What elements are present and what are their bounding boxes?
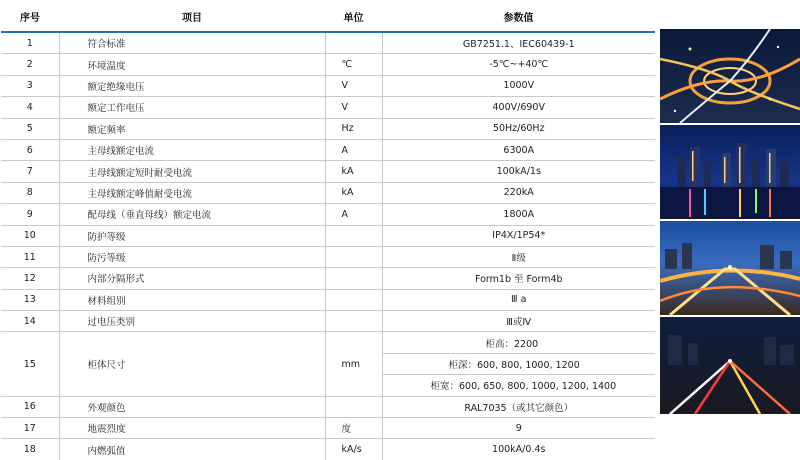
table-row <box>1 225 655 246</box>
cell-unit: kA/s <box>325 439 382 460</box>
cell-unit: A <box>325 204 382 225</box>
cell-value: 100kA/1s <box>382 161 655 182</box>
cell-item: 材料组别 <box>59 289 325 310</box>
cell-no: 13 <box>1 289 59 310</box>
cell-value: 1000V <box>382 75 655 96</box>
cell-value-width: 柜宽：600, 650, 800, 1000, 1200, 1400 <box>382 375 655 396</box>
table-row <box>1 439 655 460</box>
city-skyline-night-photo <box>660 125 800 219</box>
spec-table <box>1 1 655 460</box>
cell-value: Form1b 至 Form4b <box>382 268 655 289</box>
cell-unit: kA <box>325 161 382 182</box>
cell-no: 6 <box>1 139 59 160</box>
cell-no: 17 <box>1 418 59 439</box>
table-row <box>1 289 655 310</box>
cell-item: 地震烈度 <box>59 418 325 439</box>
cell-value: 100kA/0.4s <box>492 444 546 456</box>
table-row <box>1 161 655 182</box>
cell-no: 18 <box>1 439 59 460</box>
cell-item: 主母线额定短时耐受电流 <box>59 161 325 182</box>
cell-item: 过电压类别 <box>59 311 325 332</box>
cell-value: 9 <box>382 418 655 439</box>
cell-item: 额定绝缘电压 <box>59 75 325 96</box>
cell-value: 50Hz/60Hz <box>382 118 655 139</box>
cell-unit <box>325 225 382 246</box>
table-row <box>1 246 655 267</box>
cell-no: 4 <box>1 97 59 118</box>
table-row <box>1 182 655 203</box>
cell-no: 12 <box>1 268 59 289</box>
table-row <box>1 332 655 353</box>
cell-unit: ℃ <box>325 54 382 75</box>
cell-unit: V <box>325 75 382 96</box>
cell-item: 防护等级 <box>59 225 325 246</box>
cell-value-height: 柜高：2200 <box>382 332 655 353</box>
cell-item: 主母线额定电流 <box>59 139 325 160</box>
cell-value: 400V/690V <box>382 97 655 118</box>
cell-unit <box>325 311 382 332</box>
table-header-row <box>1 1 655 32</box>
cell-no: 5 <box>1 118 59 139</box>
cell-value: Ⅲ a <box>382 289 655 310</box>
cell-value: RAL7035（或其它颜色） <box>382 396 655 417</box>
cell-item: 内部分隔形式 <box>59 268 325 289</box>
cell-unit <box>325 268 382 289</box>
cell-no: 9 <box>1 204 59 225</box>
table-row <box>1 311 655 332</box>
cell-value: GB7251.1、IEC60439-1 <box>382 32 655 54</box>
cell-item: 配母线（垂直母线）额定电流 <box>59 204 325 225</box>
cell-unit <box>325 32 382 54</box>
cell-unit: kA <box>325 182 382 203</box>
highway-interchange-night-photo <box>660 29 800 123</box>
cell-value: IP4X/1P54* <box>382 225 655 246</box>
cell-item: 额定工作电压 <box>59 97 325 118</box>
cell-no: 1 <box>1 32 59 54</box>
cell-unit: mm <box>325 332 382 396</box>
table-row <box>1 97 655 118</box>
cell-item: 额定频率 <box>59 118 325 139</box>
cell-value: 6300A <box>382 139 655 160</box>
table-row <box>1 75 655 96</box>
street-traffic-night-photo <box>660 317 800 414</box>
cell-no: 10 <box>1 225 59 246</box>
header-unit: 单位 <box>325 1 382 32</box>
header-no: 序号 <box>1 1 59 32</box>
cell-unit: 度 <box>325 418 382 439</box>
cell-no: 14 <box>1 311 59 332</box>
cell-unit: V <box>325 97 382 118</box>
cell-item: 防污等级 <box>59 246 325 267</box>
table-row <box>1 32 655 54</box>
cell-value: Ⅲ或Ⅳ <box>382 311 655 332</box>
cell-value: -5℃~+40℃ <box>382 54 655 75</box>
table-row <box>1 118 655 139</box>
cell-unit: A <box>325 139 382 160</box>
cell-value: 1800A <box>382 204 655 225</box>
cell-no: 15 <box>1 332 59 396</box>
cell-item: 外观颜色 <box>59 396 325 417</box>
table-row <box>1 418 655 439</box>
table-row <box>1 54 655 75</box>
cell-item: 主母线额定峰值耐受电流 <box>59 182 325 203</box>
cell-no: 7 <box>1 161 59 182</box>
cell-unit <box>325 246 382 267</box>
photo-column <box>660 0 800 414</box>
header-value: 参数值 <box>382 1 655 32</box>
cell-item: 符合标准 <box>59 32 325 54</box>
cell-no: 2 <box>1 54 59 75</box>
city-overpass-night-photo <box>660 221 800 315</box>
table-row <box>1 139 655 160</box>
cell-item: 内燃弧值 <box>59 439 325 460</box>
cell-value: 220kA <box>382 182 655 203</box>
cell-no: 11 <box>1 246 59 267</box>
cell-unit <box>325 289 382 310</box>
cell-no: 3 <box>1 75 59 96</box>
table-row <box>1 268 655 289</box>
cell-item: 环境温度 <box>59 54 325 75</box>
table-row <box>1 204 655 225</box>
cell-value-depth: 柜深：600, 800, 1000, 1200 <box>382 353 655 374</box>
cell-item: 柜体尺寸 <box>59 332 325 396</box>
cell-unit <box>325 396 382 417</box>
header-item: 项目 <box>59 1 325 32</box>
cell-no: 8 <box>1 182 59 203</box>
cell-value: Ⅱ级 <box>382 246 655 267</box>
cell-no: 16 <box>1 396 59 417</box>
cell-unit: Hz <box>325 118 382 139</box>
table-row <box>1 396 655 417</box>
